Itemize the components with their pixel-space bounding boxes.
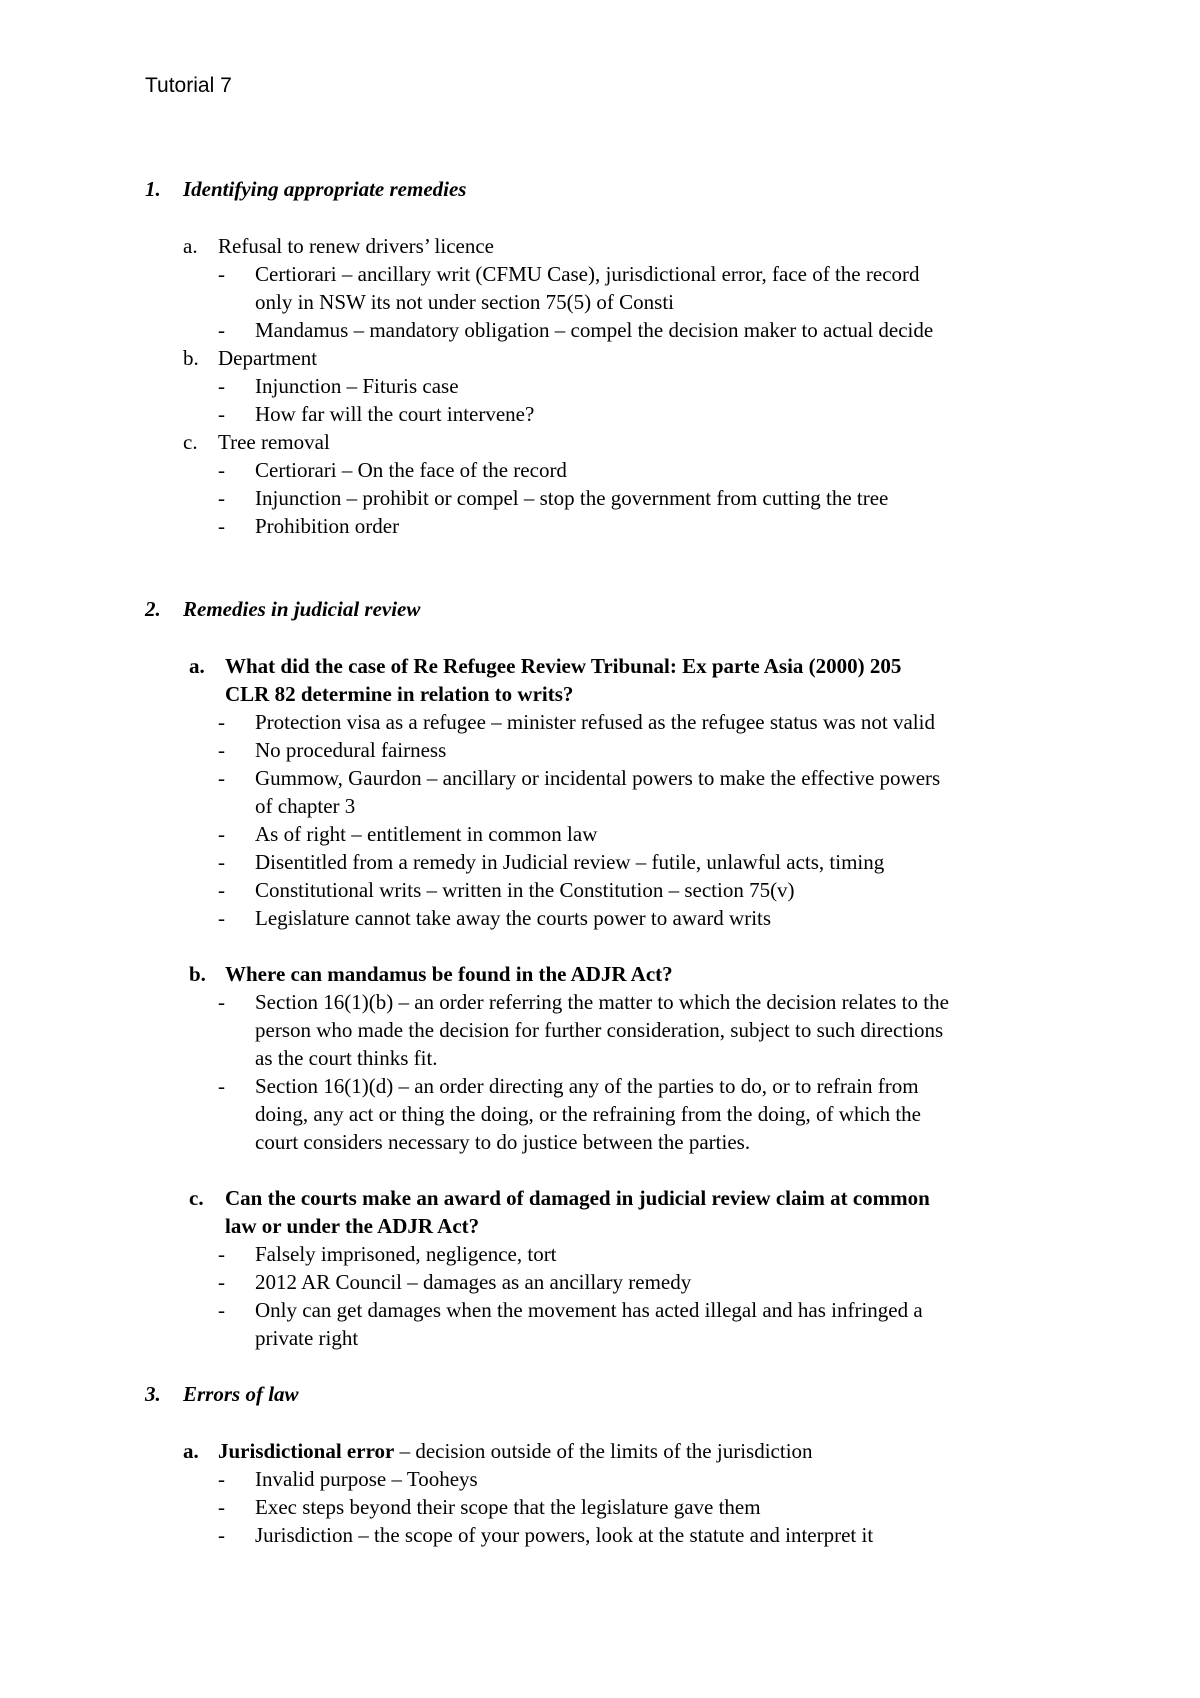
question-2a-letter: a. bbox=[189, 654, 205, 678]
item-3a-letter: a. bbox=[183, 1439, 199, 1463]
bullet-text: only in NSW its not under section 75(5) of Consti bbox=[255, 290, 675, 314]
bullet-text: Section 16(1)(b) – an order referring the matter to which the decision relates to the bbox=[255, 990, 949, 1014]
bullet-dash: - bbox=[218, 1495, 225, 1519]
section-1-heading: Identifying appropriate remedies bbox=[183, 177, 467, 201]
bullet-dash: - bbox=[218, 1242, 225, 1266]
bullet-dash: - bbox=[218, 850, 225, 874]
bullet-text: Exec steps beyond their scope that the legislature gave them bbox=[255, 1495, 761, 1519]
bullet-text: Falsely imprisoned, negligence, tort bbox=[255, 1242, 557, 1266]
bullet-text: Gummow, Gaurdon – ancillary or incidental powers to make the effective powers bbox=[255, 766, 941, 790]
bullet-text: as the court thinks fit. bbox=[255, 1046, 438, 1070]
document-title: Tutorial 7 bbox=[145, 74, 232, 97]
bullet-text: Invalid purpose – Tooheys bbox=[255, 1467, 478, 1491]
bullet-dash: - bbox=[218, 374, 225, 398]
question-2c-text: Can the courts make an award of damaged in judicial review claim at common bbox=[225, 1186, 930, 1210]
bullet-text: How far will the court intervene? bbox=[255, 402, 535, 426]
bullet-dash: - bbox=[218, 458, 225, 482]
bullet-text: of chapter 3 bbox=[255, 794, 356, 818]
bullet-text: As of right – entitlement in common law bbox=[255, 822, 598, 846]
bullet-text: Constitutional writs – written in the Constitution – section 75(v) bbox=[255, 878, 795, 902]
bullet-dash: - bbox=[218, 1523, 225, 1547]
bullet-dash: - bbox=[218, 262, 225, 286]
bullet-text: Legislature cannot take away the courts power to award writs bbox=[255, 906, 772, 930]
bullet-dash: - bbox=[218, 822, 225, 846]
bullet-text: Mandamus – mandatory obligation – compel the decision maker to actual decide bbox=[255, 318, 934, 342]
bullet-dash: - bbox=[218, 318, 225, 342]
item-1a-text: Refusal to renew drivers’ licence bbox=[218, 234, 494, 258]
bullet-text: 2012 AR Council – damages as an ancillary remedy bbox=[255, 1270, 692, 1294]
bullet-text: Only can get damages when the movement has acted illegal and has infringed a bbox=[255, 1298, 923, 1322]
bullet-text: No procedural fairness bbox=[255, 738, 447, 762]
bullet-dash: - bbox=[218, 514, 225, 538]
item-3a-definition: – decision outside of the limits of the jurisdiction bbox=[394, 1439, 813, 1463]
bullet-dash: - bbox=[218, 1074, 225, 1098]
item-1c-letter: c. bbox=[183, 430, 198, 454]
bullet-text: court considers necessary to do justice between the parties. bbox=[255, 1130, 751, 1154]
question-2b-letter: b. bbox=[189, 962, 206, 986]
bullet-text: person who made the decision for further consideration, subject to such directions bbox=[255, 1018, 944, 1042]
item-1b-letter: b. bbox=[183, 346, 199, 370]
question-2c-text: law or under the ADJR Act? bbox=[225, 1214, 480, 1238]
bullet-text: Section 16(1)(d) – an order directing any of the parties to do, or to refrain from bbox=[255, 1074, 919, 1098]
bullet-dash: - bbox=[218, 738, 225, 762]
bullet-dash: - bbox=[218, 1467, 225, 1491]
section-3-heading: Errors of law bbox=[183, 1382, 299, 1406]
bullet-text: private right bbox=[255, 1326, 359, 1350]
bullet-dash: - bbox=[218, 402, 225, 426]
bullet-text: Injunction – Fituris case bbox=[255, 374, 459, 398]
section-3-number: 3. bbox=[145, 1382, 161, 1406]
bullet-dash: - bbox=[218, 766, 225, 790]
item-1b-text: Department bbox=[218, 346, 318, 370]
bullet-text: Injunction – prohibit or compel – stop the government from cutting the tree bbox=[255, 486, 889, 510]
bullet-text: Certiorari – On the face of the record bbox=[255, 458, 567, 482]
bullet-text: Protection visa as a refugee – minister refused as the refugee status was not valid bbox=[255, 710, 935, 734]
bullet-dash: - bbox=[218, 878, 225, 902]
bullet-dash: - bbox=[218, 906, 225, 930]
question-2a-text: CLR 82 determine in relation to writs? bbox=[225, 682, 574, 706]
item-3a-text bbox=[218, 1437, 813, 1465]
bullet-dash: - bbox=[218, 1270, 225, 1294]
bullet-dash: - bbox=[218, 710, 225, 734]
item-1a-letter: a. bbox=[183, 234, 198, 258]
bullet-text: Disentitled from a remedy in Judicial review – futile, unlawful acts, timing bbox=[255, 850, 885, 874]
bullet-dash: - bbox=[218, 990, 225, 1014]
item-1c-text: Tree removal bbox=[218, 430, 330, 454]
bullet-text: doing, any act or thing the doing, or the refraining from the doing, of which the bbox=[255, 1102, 922, 1126]
bullet-text: Prohibition order bbox=[255, 514, 400, 538]
bullet-dash: - bbox=[218, 486, 225, 510]
bullet-text: Certiorari – ancillary writ (CFMU Case), jurisdictional error, face of the record bbox=[255, 262, 920, 286]
question-2a-text: What did the case of Re Refugee Review Tribunal: Ex parte Asia (2000) 205 bbox=[225, 654, 902, 678]
section-2-heading: Remedies in judicial review bbox=[183, 597, 421, 621]
bullet-dash: - bbox=[218, 1298, 225, 1322]
question-2b-text: Where can mandamus be found in the ADJR Act? bbox=[225, 962, 673, 986]
item-3a-term: Jurisdictional error bbox=[218, 1439, 395, 1463]
section-1-number: 1. bbox=[145, 177, 161, 201]
section-2-number: 2. bbox=[145, 597, 161, 621]
bullet-text: Jurisdiction – the scope of your powers, look at the statute and interpret it bbox=[255, 1523, 874, 1547]
question-2c-letter: c. bbox=[189, 1186, 204, 1210]
